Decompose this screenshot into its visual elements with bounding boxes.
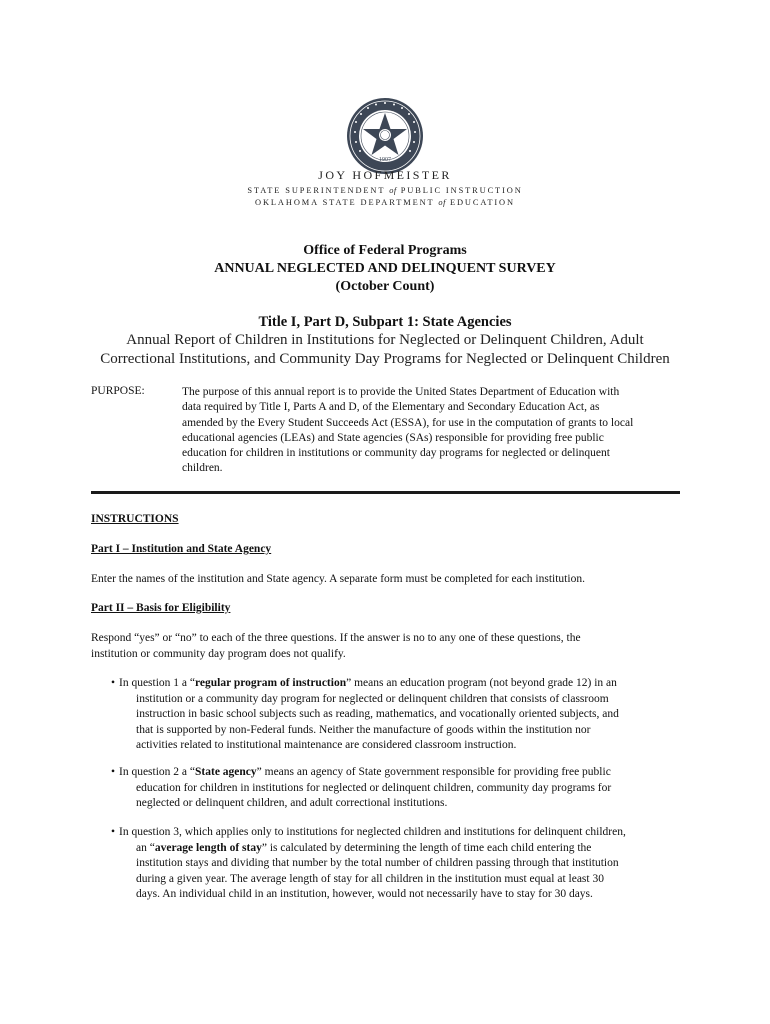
section-divider [91,491,680,494]
bullet-question-2: • In question 2 a “State agency” means an agency of State government responsible for providing free public education for children in institutions for neglected or delinquent children, community day programs for neglected or delinquent children, and adult correctional institutions. [111,766,612,809]
report-description-line-2: Correctional Institutions, and Community Day Programs for Neglected or Delinquent Children [100,351,670,367]
oklahoma-state-seal [346,97,424,175]
report-description-line-1: Annual Report of Children in Institutions for Neglected or Delinquent Children, Adult [126,332,644,348]
part2-heading: Part II – Basis for Eligibility [91,602,231,614]
survey-count: (October Count) [335,279,435,294]
term-regular-program: regular program of instruction [195,677,347,689]
purpose-text: The purpose of this annual report is to provide the United States Department of Education with data required by Title I, Parts A and D, of the Elementary and Secondary Education Act, as amended by the Every Student Succeeds Act (ESSA), for use in the computation of grants to local educational agencies (LEAs) and State agencies (SAs) responsible for providing free public education for children in institutions or community day programs for neglected or delinquent children. [182,386,634,475]
instructions-heading: INSTRUCTIONS [91,513,179,525]
part2-text: Respond “yes” or “no” to each of the three questions. If the answer is no to any one of these questions, the institution or community day program does not qualify. [91,632,581,660]
bullet-dot-icon: • [111,826,116,838]
letterhead-department-line: OKLAHOMA STATE DEPARTMENT of EDUCATION [255,198,515,207]
letterhead-title-line: STATE SUPERINTENDENT of PUBLIC INSTRUCTION [247,186,523,195]
bullet-dot-icon: • [111,677,116,689]
bullet-dot-icon: • [111,766,116,778]
term-state-agency: State agency [195,766,257,778]
part1-text: Enter the names of the institution and State agency. A separate form must be completed for each institution. [91,573,585,585]
bullet-question-3: • In question 3, which applies only to institutions for neglected children and institutions for delinquent children, an “average length of stay” is calculated by determining the length of time each child entering the institution stays and dividing that number by the total number of children passing through that institution during a given year. The average length of stay for all children in the institution must equal at least 30 days. An individual child in an institution, however, would not necessarily have to stay for 30 days. [111,826,626,900]
seal-year: 1907 [379,157,391,163]
part1-heading: Part I – Institution and State Agency [91,543,272,555]
purpose-label: PURPOSE: [91,385,145,397]
survey-title: ANNUAL NEGLECTED AND DELINQUENT SURVEY [214,261,556,276]
bullet-question-1: • In question 1 a “regular program of instruction” means an education program (not beyond grade 12) in an institution or a community day program for neglected or delinquent children that consists of classroom instruction in basic school subjects such as reading, mathematics, and vocationally oriented subjects, and that is supported by non-Federal funds. Neither the manufacture of goods within the institution nor activities related to institutional maintenance are considered classroom instruction. [111,677,619,751]
term-average-length-of-stay: average length of stay [154,841,262,854]
subpart-heading: Title I, Part D, Subpart 1: State Agencies [258,314,512,330]
office-title: Office of Federal Programs [303,243,467,258]
superintendent-name: JOY HOFMEISTER [318,168,452,182]
